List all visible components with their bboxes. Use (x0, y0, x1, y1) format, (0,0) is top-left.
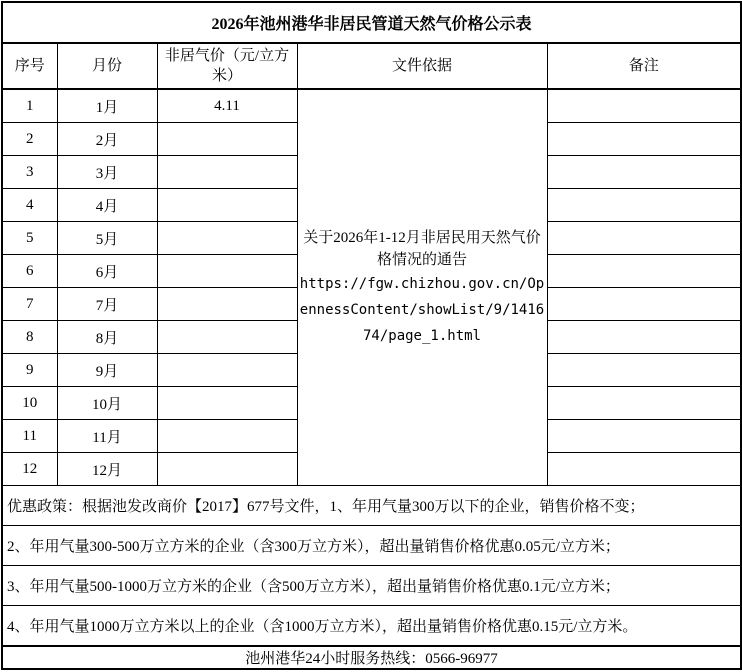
price-cell (157, 420, 297, 453)
remark-cell (547, 123, 741, 156)
serial-cell: 5 (2, 222, 57, 255)
price-cell: 4.11 (157, 89, 297, 123)
month-cell: 5月 (57, 222, 157, 255)
remark-cell (547, 255, 741, 288)
service-hotline: 池州港华24小时服务热线：0566-96977 (2, 646, 741, 669)
serial-cell: 6 (2, 255, 57, 288)
remark-cell (547, 156, 741, 189)
price-cell (157, 189, 297, 222)
price-cell (157, 321, 297, 354)
serial-cell: 1 (2, 89, 57, 123)
price-cell (157, 354, 297, 387)
policy-note-1: 优惠政策：根据池发改商价【2017】677号文件，1、年用气量300万以下的企业，销售价格不变； (2, 486, 741, 526)
page-title: 2026年池州港华非居民管道天然气价格公示表 (2, 2, 741, 43)
col-header-price: 非居气价（元/立方米） (157, 43, 297, 89)
remark-cell (547, 453, 741, 486)
remark-cell (547, 189, 741, 222)
col-header-remark: 备注 (547, 43, 741, 89)
policy-note-2: 2、年用气量300-500万立方米的企业（含300万立方米），超出量销售价格优惠0.05元/立方米； (2, 526, 741, 566)
remark-cell (547, 89, 741, 123)
serial-cell: 11 (2, 420, 57, 453)
table-row (2, 89, 741, 123)
month-cell: 4月 (57, 189, 157, 222)
month-cell: 12月 (57, 453, 157, 486)
month-cell: 6月 (57, 255, 157, 288)
serial-cell: 9 (2, 354, 57, 387)
month-cell: 1月 (57, 89, 157, 123)
price-cell (157, 387, 297, 420)
price-cell (157, 156, 297, 189)
remark-cell (547, 387, 741, 420)
serial-cell: 7 (2, 288, 57, 321)
month-cell: 8月 (57, 321, 157, 354)
price-cell (157, 288, 297, 321)
document-basis-cell (297, 89, 547, 486)
serial-cell: 4 (2, 189, 57, 222)
serial-cell: 12 (2, 453, 57, 486)
month-cell: 3月 (57, 156, 157, 189)
remark-cell (547, 222, 741, 255)
serial-cell: 3 (2, 156, 57, 189)
month-cell: 7月 (57, 288, 157, 321)
month-cell: 10月 (57, 387, 157, 420)
serial-cell: 8 (2, 321, 57, 354)
document-basis-url: https://fgw.chizhou.gov.cn/OpennessContent/showList/9/141674/page_1.html (299, 275, 545, 344)
policy-note-4: 4、年用气量1000万立方米以上的企业（含1000万立方米），超出量销售价格优惠0.15元/立方米。 (2, 606, 741, 647)
price-cell (157, 255, 297, 288)
remark-cell (547, 321, 741, 354)
price-cell (157, 453, 297, 486)
month-cell: 2月 (57, 123, 157, 156)
col-header-serial: 序号 (2, 43, 57, 89)
month-cell: 9月 (57, 354, 157, 387)
serial-cell: 10 (2, 387, 57, 420)
price-cell (157, 123, 297, 156)
serial-cell: 2 (2, 123, 57, 156)
price-cell (157, 222, 297, 255)
remark-cell (547, 288, 741, 321)
month-cell: 11月 (57, 420, 157, 453)
price-table (1, 1, 742, 670)
document-basis-notice-title: 关于2026年1-12月非居民用天然气价格情况的通告 (303, 229, 541, 268)
policy-note-3: 3、年用气量500-1000万立方米的企业（含500万立方米），超出量销售价格优惠0.1元/立方米； (2, 566, 741, 606)
col-header-month: 月份 (57, 43, 157, 89)
col-header-basis: 文件依据 (297, 43, 547, 89)
remark-cell (547, 354, 741, 387)
remark-cell (547, 420, 741, 453)
